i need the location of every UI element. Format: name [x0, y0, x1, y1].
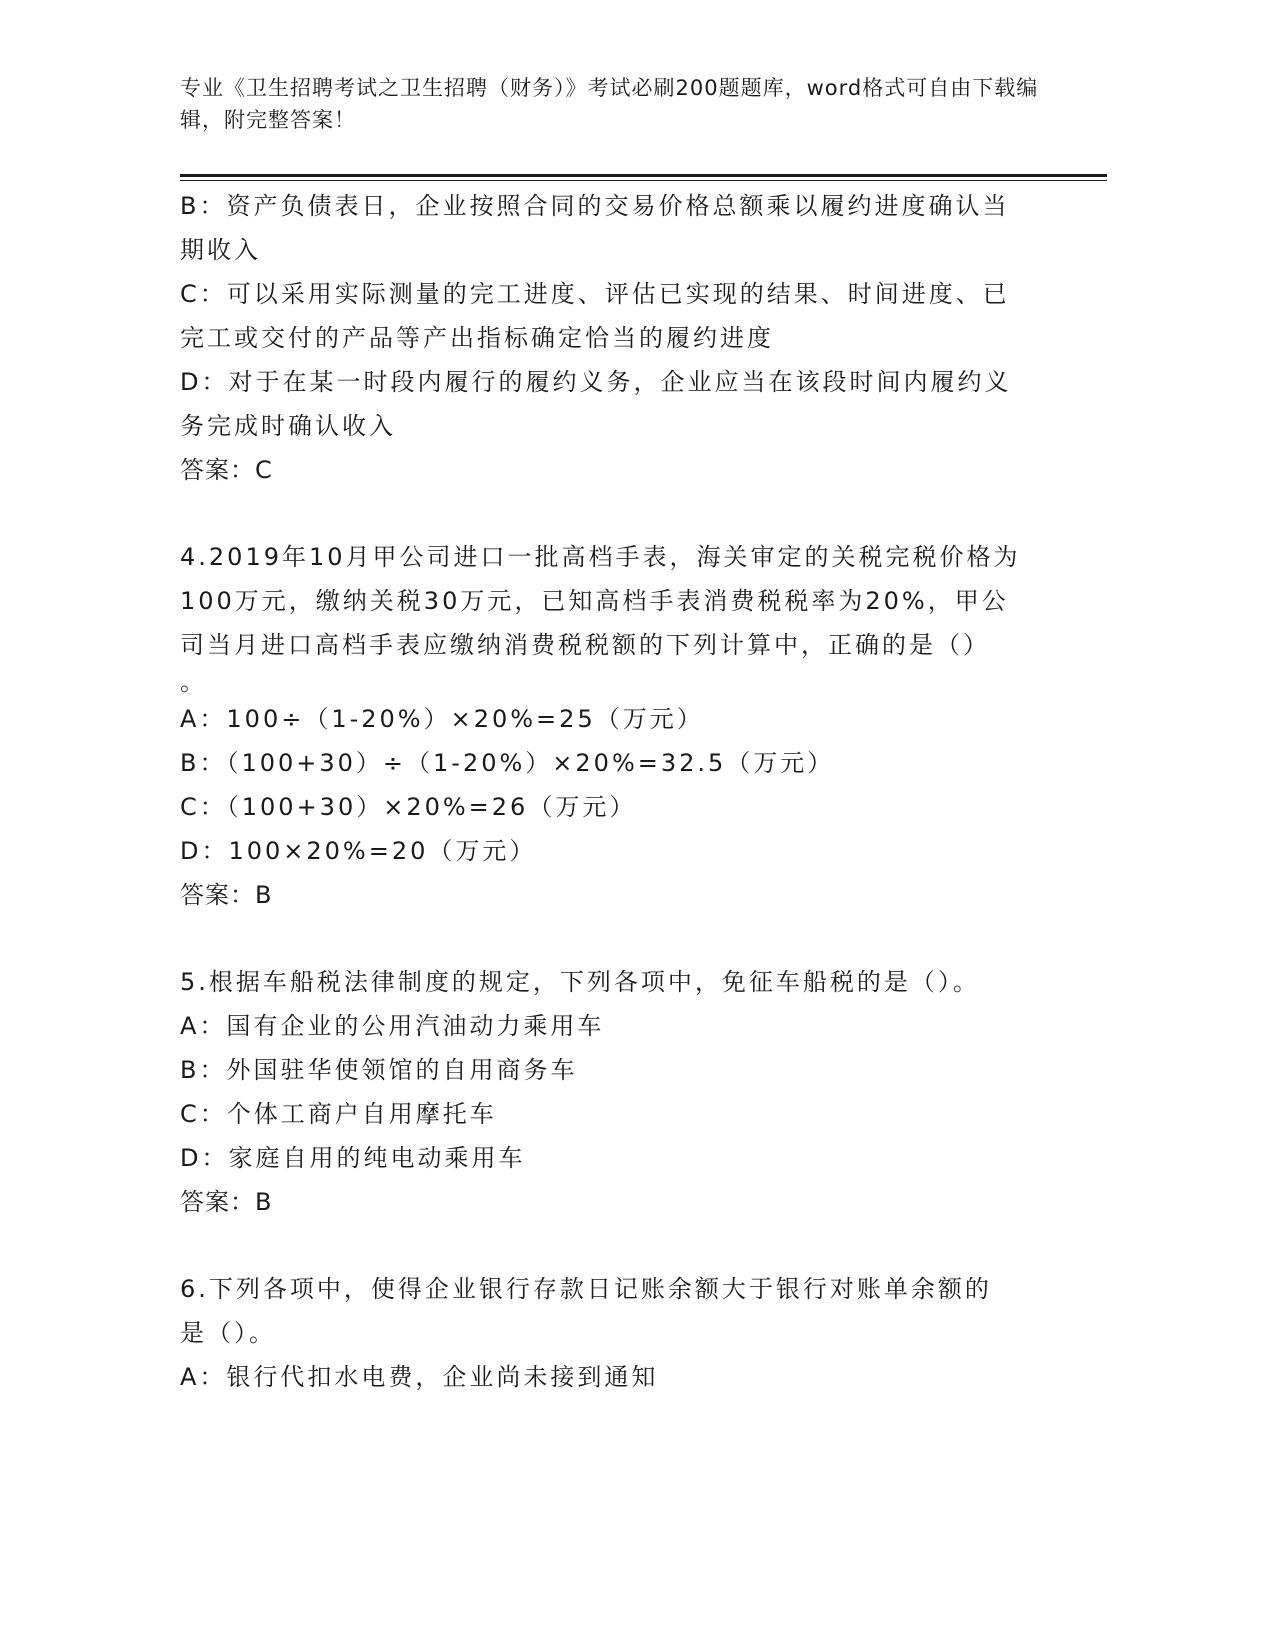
option-c: C：（100+30）×20%=26（万元） — [180, 793, 637, 821]
option-c: C：个体工商户自用摩托车 — [180, 1100, 497, 1128]
question-5 — [180, 960, 1060, 1224]
answer-line: 答案：B — [180, 881, 273, 909]
header-divider-thin — [180, 180, 1107, 181]
document-header: 专业《卫生招聘考试之卫生招聘（财务）》考试必刷200题题库，word格式可自由下载编辑，附完整答案！ — [180, 76, 1039, 132]
option-c-line-1: C：可以采用实际测量的完工进度、评估已实现的结果、时间进度、已 — [180, 280, 1010, 308]
header-divider-thick — [180, 174, 1107, 177]
option-d-line-1: D：对于在某一时段内履行的履约义务，企业应当在该段时间内履约义 — [180, 368, 1012, 396]
question-3-tail — [180, 184, 1060, 492]
option-d: D：家庭自用的纯电动乘用车 — [180, 1144, 526, 1172]
answer-line: 答案：C — [180, 456, 273, 484]
question-stem-line: 6.下列各项中，使得企业银行存款日记账余额大于银行对账单余额的 — [180, 1275, 992, 1303]
question-stem-line: 是（）。 — [180, 1319, 276, 1347]
question-stem-line: 100万元，缴纳关税30万元，已知高档手表消费税税率为20%，甲公 — [180, 587, 1009, 615]
option-d: D：100×20%=20（万元） — [180, 837, 537, 865]
question-6 — [180, 1267, 1060, 1399]
option-a: A：100÷（1-20%）×20%=25（万元） — [180, 705, 704, 733]
option-a: A：银行代扣水电费，企业尚未接到通知 — [180, 1363, 659, 1391]
question-stem-line: 。 — [180, 668, 207, 696]
question-4 — [180, 535, 1060, 917]
option-b: B：外国驻华使领馆的自用商务车 — [180, 1056, 578, 1084]
option-b-line-2: 期收入 — [180, 236, 261, 264]
question-content — [180, 184, 1060, 1399]
question-stem-line: 4.2019年10月甲公司进口一批高档手表，海关审定的关税完税价格为 — [180, 543, 1021, 571]
question-stem-line: 5.根据车船税法律制度的规定，下列各项中，免征车船税的是（）。 — [180, 968, 980, 996]
answer-line: 答案：B — [180, 1188, 273, 1216]
question-stem-line: 司当月进口高档手表应缴纳消费税税额的下列计算中，正确的是（） — [180, 631, 990, 659]
option-a: A：国有企业的公用汽油动力乘用车 — [180, 1012, 605, 1040]
option-b-line-1: B：资产负债表日，企业按照合同的交易价格总额乘以履约进度确认当 — [180, 192, 1010, 220]
option-d-line-2: 务完成时确认收入 — [180, 412, 396, 440]
option-b: B：（100+30）÷（1-20%）×20%=32.5（万元） — [180, 749, 835, 777]
option-c-line-2: 完工或交付的产品等产出指标确定恰当的履约进度 — [180, 324, 774, 352]
